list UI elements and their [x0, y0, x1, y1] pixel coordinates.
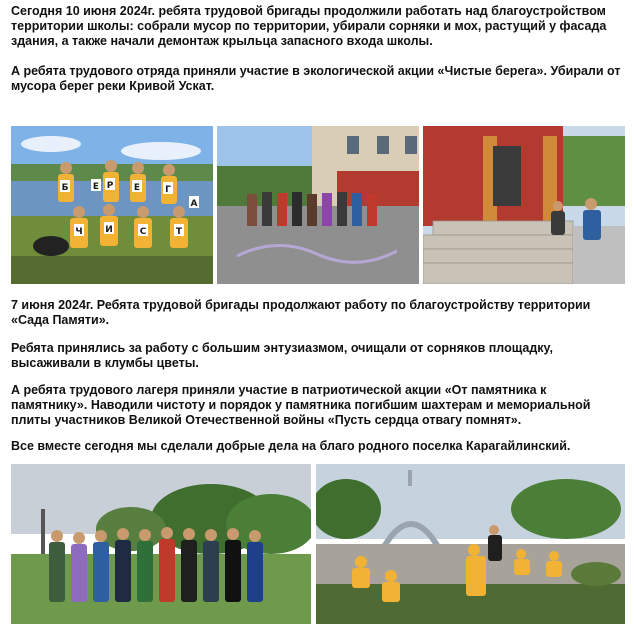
sign-letter: Р	[106, 181, 114, 191]
paragraph-memory-garden: 7 июня 2024г. Ребята трудовой бригады продолжают работу по благоустройству территории «Сада Памяти».	[11, 298, 591, 327]
sign-letter: Ч	[75, 227, 83, 237]
paragraph-clean-shores: А ребята трудового отряда приняли участие в экологической акции «Чистые берега». Убирали от мусора берег реки Кривой Ускат.	[11, 64, 621, 93]
sign-letter: А	[190, 199, 198, 209]
photo-school-yard-group	[217, 126, 419, 284]
photo-riverbank-cleanup	[11, 126, 213, 284]
sign-letter: Е	[92, 182, 100, 192]
sign-letter: Г	[165, 185, 171, 195]
sign-letter: Б	[61, 183, 69, 193]
sign-letter: Е	[133, 183, 141, 193]
paragraph-school-work: Сегодня 10 июня 2024г. ребята трудовой бригады продолжили работать над благоустройством территории школы: собрали мусор по территории, убирали сорняки и мох, растущий у фасада здания, а также начали демонтаж крыльца запасного входа школы.	[11, 4, 607, 48]
paragraph-patriotic-action: А ребята трудового лагеря приняли участие в патриотической акции «От памятника к памятнику». Наводили чистоту и порядок у памятника погибшим шахтерам и мемориальной плиты участников Великой Отечественной войны «Пусть сердца отвагу помнят».	[11, 383, 591, 427]
photo-memorial-garden-work	[316, 464, 625, 624]
photo-group-by-trees	[11, 464, 311, 624]
sign-letter: Т	[175, 227, 183, 237]
sign-letter: И	[105, 225, 113, 235]
photo-porch-demolition	[423, 126, 625, 284]
paragraph-good-deeds: Все вместе сегодня мы сделали добрые дела на благо родного поселка Карагайлинский.	[11, 439, 571, 453]
sign-letter: С	[139, 227, 147, 237]
paragraph-weeding-flowers: Ребята принялись за работу с большим энтузиазмом, очищали от сорняков площадку, высаживали в клумбы цветы.	[11, 341, 554, 370]
